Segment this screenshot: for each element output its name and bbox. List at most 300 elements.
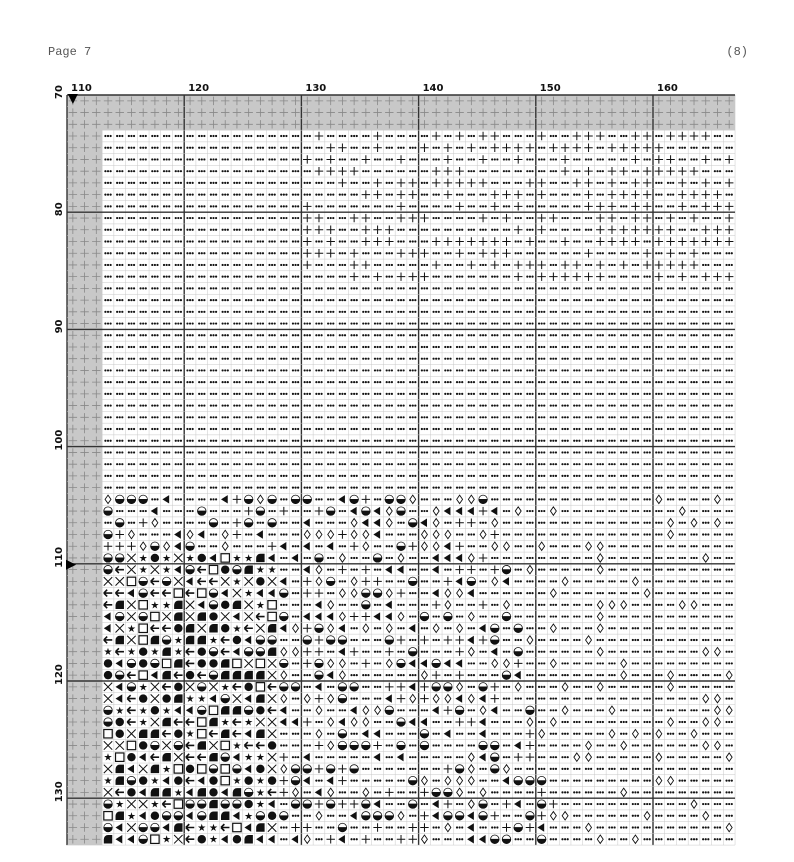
symbol-dot xyxy=(515,369,517,371)
symbol-dot xyxy=(116,147,118,149)
symbol-dot xyxy=(168,287,170,289)
symbol-dot xyxy=(292,428,294,430)
symbol-dot xyxy=(725,463,727,465)
symbol-dot xyxy=(505,498,507,500)
symbol-dot xyxy=(716,322,718,324)
symbol-dot xyxy=(669,381,671,383)
symbol-dot xyxy=(449,451,451,453)
symbol-dot xyxy=(163,287,165,289)
symbol-dot xyxy=(696,451,698,453)
symbol-dot xyxy=(447,404,449,406)
symbol-dot xyxy=(432,487,434,489)
symbol-dot xyxy=(482,440,484,442)
symbol-dot xyxy=(121,346,123,348)
symbol-dot xyxy=(327,498,329,500)
symbol-dot xyxy=(531,287,533,289)
symbol-dot xyxy=(250,287,252,289)
symbol-dot xyxy=(459,276,461,278)
symbol-dot xyxy=(189,416,191,418)
symbol-dot xyxy=(613,498,615,500)
symbol-dot xyxy=(154,451,156,453)
symbol-dot xyxy=(541,170,543,172)
symbol-dot xyxy=(163,346,165,348)
symbol-dot xyxy=(625,217,627,219)
symbol-dot xyxy=(550,498,552,500)
symbol-dot xyxy=(110,311,112,313)
symbol-dot xyxy=(245,147,247,149)
symbol-dot xyxy=(412,147,414,149)
symbol-dot xyxy=(180,135,182,137)
symbol-dot xyxy=(623,498,625,500)
symbol-dot xyxy=(438,194,440,196)
symbol-dot xyxy=(292,404,294,406)
symbol-dot xyxy=(672,322,674,324)
symbol-dot xyxy=(156,440,158,442)
symbol-dot xyxy=(175,276,177,278)
symbol-dot xyxy=(461,463,463,465)
symbol-dot xyxy=(541,205,543,207)
symbol-dot xyxy=(177,158,179,160)
symbol-dot xyxy=(142,404,144,406)
symbol-dot xyxy=(362,135,364,137)
symbol-dot xyxy=(667,311,669,313)
symbol-dot xyxy=(128,217,130,219)
symbol-dot xyxy=(564,487,566,489)
symbol-dot xyxy=(309,194,311,196)
symbol-dot xyxy=(515,498,517,500)
symbol-dot xyxy=(227,487,229,489)
symbol-dot xyxy=(110,276,112,278)
symbol-dot xyxy=(414,451,416,453)
symbol-dot xyxy=(259,311,261,313)
symbol-dot xyxy=(702,451,704,453)
symbol-dot xyxy=(180,194,182,196)
symbol-dot xyxy=(567,287,569,289)
symbol-dot xyxy=(233,135,235,137)
symbol-dot xyxy=(238,311,240,313)
symbol-dot xyxy=(257,252,259,254)
symbol-dot xyxy=(505,287,507,289)
symbol-dot xyxy=(503,334,505,336)
symbol-dot xyxy=(728,194,730,196)
symbol-dot xyxy=(672,440,674,442)
symbol-dot xyxy=(620,334,622,336)
symbol-dot xyxy=(567,217,569,219)
symbol-dot xyxy=(388,346,390,348)
symbol-dot xyxy=(139,416,141,418)
symbol-dot xyxy=(271,264,273,266)
symbol-dot xyxy=(496,463,498,465)
symbol-dot xyxy=(470,252,472,254)
symbol-dot xyxy=(297,440,299,442)
symbol-dot xyxy=(294,264,296,266)
symbol-dot xyxy=(203,194,205,196)
symbol-dot xyxy=(367,381,369,383)
symbol-dot xyxy=(274,416,276,418)
symbol-dot xyxy=(154,311,156,313)
symbol-dot xyxy=(482,358,484,360)
symbol-dot xyxy=(620,217,622,219)
symbol-dot xyxy=(145,135,147,137)
symbol-dot xyxy=(432,463,434,465)
symbol-dot xyxy=(210,381,212,383)
symbol-dot xyxy=(259,135,261,137)
symbol-dot xyxy=(391,217,393,219)
symbol-dot xyxy=(543,463,545,465)
symbol-dot xyxy=(423,322,425,324)
symbol-dot xyxy=(459,147,461,149)
symbol-dot xyxy=(550,322,552,324)
symbol-dot xyxy=(107,346,109,348)
symbol-dot xyxy=(426,182,428,184)
symbol-dot xyxy=(409,299,411,301)
symbol-dot xyxy=(564,299,566,301)
symbol-dot xyxy=(203,463,205,465)
symbol-dot xyxy=(529,334,531,336)
symbol-dot xyxy=(116,416,118,418)
symbol-dot xyxy=(186,463,188,465)
symbol-dot xyxy=(567,334,569,336)
symbol-dot xyxy=(119,287,121,289)
symbol-dot xyxy=(309,440,311,442)
symbol-dot xyxy=(180,369,182,371)
symbol-dot xyxy=(543,369,545,371)
symbol-dot xyxy=(414,264,416,266)
symbol-dot xyxy=(201,334,203,336)
symbol-dot xyxy=(520,252,522,254)
symbol-dot xyxy=(550,182,552,184)
symbol-dot xyxy=(412,229,414,231)
symbol-dot xyxy=(684,311,686,313)
symbol-dot xyxy=(538,369,540,371)
symbol-dot xyxy=(731,487,733,489)
symbol-dot xyxy=(672,182,674,184)
symbol-dot xyxy=(459,217,461,219)
symbol-dot xyxy=(672,393,674,395)
symbol-dot xyxy=(679,451,681,453)
symbol-dot xyxy=(426,334,428,336)
symbol-dot xyxy=(356,205,358,207)
symbol-dot xyxy=(271,334,273,336)
symbol-dot xyxy=(227,311,229,313)
symbol-dot xyxy=(538,463,540,465)
symbol-dot xyxy=(186,404,188,406)
symbol-dot xyxy=(716,416,718,418)
symbol-dot xyxy=(166,393,168,395)
symbol-dot xyxy=(597,170,599,172)
symbol-dot xyxy=(145,369,147,371)
symbol-dot xyxy=(658,358,660,360)
symbol-dot xyxy=(503,311,505,313)
symbol-dot xyxy=(156,287,158,289)
symbol-dot xyxy=(104,416,106,418)
symbol-dot xyxy=(116,135,118,137)
symbol-dot xyxy=(669,276,671,278)
symbol-dot xyxy=(332,498,334,500)
symbol-dot xyxy=(388,252,390,254)
symbol-dot xyxy=(578,346,580,348)
symbol-dot xyxy=(456,393,458,395)
symbol-dot xyxy=(198,299,200,301)
symbol-dot xyxy=(529,276,531,278)
symbol-dot xyxy=(690,322,692,324)
symbol-dot xyxy=(236,287,238,289)
symbol-dot xyxy=(503,475,505,477)
symbol-dot xyxy=(391,334,393,336)
symbol-dot xyxy=(515,463,517,465)
symbol-dot xyxy=(268,194,270,196)
symbol-dot xyxy=(599,252,601,254)
symbol-dot xyxy=(573,158,575,160)
symbol-dot xyxy=(470,194,472,196)
symbol-dot xyxy=(470,393,472,395)
symbol-dot xyxy=(341,404,343,406)
symbol-dot xyxy=(320,205,322,207)
symbol-dot xyxy=(587,264,589,266)
symbol-dot xyxy=(262,440,264,442)
symbol-dot xyxy=(344,311,346,313)
symbol-dot xyxy=(444,440,446,442)
symbol-dot xyxy=(362,416,364,418)
symbol-dot xyxy=(259,416,261,418)
symbol-dot xyxy=(198,440,200,442)
symbol-dot xyxy=(531,322,533,324)
symbol-dot xyxy=(215,158,217,160)
symbol-dot xyxy=(731,463,733,465)
symbol-dot xyxy=(496,217,498,219)
symbol-dot xyxy=(320,311,322,313)
symbol-dot xyxy=(192,299,194,301)
symbol-dot xyxy=(426,229,428,231)
symbol-dot xyxy=(271,311,273,313)
symbol-dot xyxy=(248,194,250,196)
symbol-dot xyxy=(201,475,203,477)
symbol-dot xyxy=(423,334,425,336)
symbol-dot xyxy=(412,451,414,453)
symbol-dot xyxy=(274,463,276,465)
symbol-dot xyxy=(414,311,416,313)
symbol-dot xyxy=(177,276,179,278)
symbol-dot xyxy=(376,369,378,371)
symbol-dot xyxy=(707,428,709,430)
symbol-dot xyxy=(186,416,188,418)
symbol-dot xyxy=(318,487,320,489)
symbol-dot xyxy=(705,334,707,336)
symbol-dot xyxy=(192,369,194,371)
symbol-dot xyxy=(508,229,510,231)
symbol-dot xyxy=(133,369,135,371)
symbol-dot xyxy=(602,358,604,360)
symbol-dot xyxy=(151,158,153,160)
symbol-dot xyxy=(658,440,660,442)
symbol-dot xyxy=(297,346,299,348)
symbol-dot xyxy=(491,311,493,313)
symbol-dot xyxy=(156,369,158,371)
symbol-dot xyxy=(192,287,194,289)
symbol-dot xyxy=(356,463,358,465)
symbol-dot xyxy=(212,264,214,266)
symbol-dot xyxy=(435,416,437,418)
symbol-dot xyxy=(198,229,200,231)
symbol-dot xyxy=(245,217,247,219)
symbol-dot xyxy=(224,451,226,453)
symbol-dot xyxy=(166,217,168,219)
symbol-dot xyxy=(649,416,651,418)
symbol-dot xyxy=(330,381,332,383)
symbol-dot xyxy=(719,287,721,289)
symbol-dot xyxy=(180,428,182,430)
symbol-dot xyxy=(520,475,522,477)
symbol-dot xyxy=(320,287,322,289)
symbol-dot xyxy=(388,487,390,489)
symbol-dot xyxy=(386,404,388,406)
symbol-dot xyxy=(494,182,496,184)
symbol-dot xyxy=(412,158,414,160)
symbol-dot xyxy=(222,147,224,149)
symbol-dot xyxy=(212,334,214,336)
symbol-dot xyxy=(306,428,308,430)
symbol-dot xyxy=(250,369,252,371)
symbol-dot xyxy=(515,170,517,172)
symbol-dot xyxy=(222,158,224,160)
symbol-dot xyxy=(669,487,671,489)
symbol-dot xyxy=(142,252,144,254)
symbol-dot xyxy=(693,451,695,453)
symbol-dot xyxy=(156,475,158,477)
symbol-dot xyxy=(107,217,109,219)
symbol-dot xyxy=(479,334,481,336)
symbol-dot xyxy=(128,311,130,313)
symbol-dot xyxy=(482,463,484,465)
symbol-dot xyxy=(494,498,496,500)
symbol-dot xyxy=(456,463,458,465)
symbol-dot xyxy=(285,252,287,254)
symbol-dot xyxy=(620,404,622,406)
symbol-dot xyxy=(573,311,575,313)
symbol-dot xyxy=(690,475,692,477)
symbol-dot xyxy=(456,334,458,336)
symbol-dot xyxy=(238,369,240,371)
symbol-dot xyxy=(397,404,399,406)
symbol-dot xyxy=(285,463,287,465)
symbol-dot xyxy=(294,287,296,289)
symbol-dot xyxy=(567,311,569,313)
symbol-dot xyxy=(597,358,599,360)
symbol-dot xyxy=(426,498,428,500)
symbol-dot xyxy=(210,217,212,219)
symbol-dot xyxy=(473,440,475,442)
symbol-dot xyxy=(116,358,118,360)
symbol-dot xyxy=(110,487,112,489)
symbol-dot xyxy=(198,404,200,406)
symbol-dot xyxy=(189,322,191,324)
symbol-dot xyxy=(496,451,498,453)
symbol-dot xyxy=(728,428,730,430)
symbol-dot xyxy=(344,369,346,371)
symbol-dot xyxy=(374,217,376,219)
symbol-dot xyxy=(257,135,259,137)
symbol-dot xyxy=(623,334,625,336)
symbol-dot xyxy=(271,170,273,172)
symbol-dot xyxy=(142,217,144,219)
symbol-dot xyxy=(285,194,287,196)
symbol-dot xyxy=(280,311,282,313)
symbol-dot xyxy=(690,158,692,160)
symbol-dot xyxy=(456,194,458,196)
symbol-dot xyxy=(332,475,334,477)
symbol-dot xyxy=(110,416,112,418)
symbol-dot xyxy=(667,147,669,149)
symbol-dot xyxy=(215,487,217,489)
symbol-dot xyxy=(625,182,627,184)
symbol-dot xyxy=(602,404,604,406)
symbol-dot xyxy=(224,135,226,137)
symbol-dot xyxy=(367,299,369,301)
symbol-dot xyxy=(304,276,306,278)
symbol-dot xyxy=(529,463,531,465)
symbol-dot xyxy=(444,463,446,465)
symbol-dot xyxy=(156,229,158,231)
symbol-dot xyxy=(529,404,531,406)
symbol-dot xyxy=(438,205,440,207)
symbol-dot xyxy=(391,299,393,301)
symbol-dot xyxy=(374,252,376,254)
symbol-dot xyxy=(468,334,470,336)
symbol-dot xyxy=(379,393,381,395)
symbol-dot xyxy=(567,299,569,301)
symbol-dot xyxy=(496,182,498,184)
symbol-dot xyxy=(447,135,449,137)
symbol-dot xyxy=(201,299,203,301)
symbol-dot xyxy=(482,346,484,348)
symbol-dot xyxy=(227,299,229,301)
symbol-dot xyxy=(271,451,273,453)
symbol-dot xyxy=(332,369,334,371)
symbol-dot xyxy=(332,135,334,137)
symbol-dot xyxy=(667,346,669,348)
symbol-dot xyxy=(128,334,130,336)
symbol-dot xyxy=(309,170,311,172)
symbol-dot xyxy=(151,217,153,219)
symbol-dot xyxy=(468,393,470,395)
symbol-dot xyxy=(203,428,205,430)
symbol-dot xyxy=(679,287,681,289)
symbol-dot xyxy=(128,264,130,266)
symbol-dot xyxy=(459,158,461,160)
symbol-dot xyxy=(421,182,423,184)
symbol-dot xyxy=(154,440,156,442)
symbol-dot xyxy=(599,170,601,172)
symbol-dot xyxy=(353,451,355,453)
symbol-dot xyxy=(541,311,543,313)
symbol-dot xyxy=(306,440,308,442)
symbol-dot xyxy=(409,135,411,137)
symbol-dot xyxy=(623,440,625,442)
symbol-dot xyxy=(268,358,270,360)
symbol-dot xyxy=(608,276,610,278)
symbol-dot xyxy=(479,276,481,278)
symbol-dot xyxy=(180,322,182,324)
symbol-dot xyxy=(210,346,212,348)
symbol-dot xyxy=(133,299,135,301)
symbol-dot xyxy=(731,334,733,336)
symbol-dot xyxy=(634,416,636,418)
symbol-dot xyxy=(620,369,622,371)
symbol-dot xyxy=(468,252,470,254)
symbol-dot xyxy=(250,147,252,149)
symbol-dot xyxy=(625,463,627,465)
symbol-dot xyxy=(468,369,470,371)
